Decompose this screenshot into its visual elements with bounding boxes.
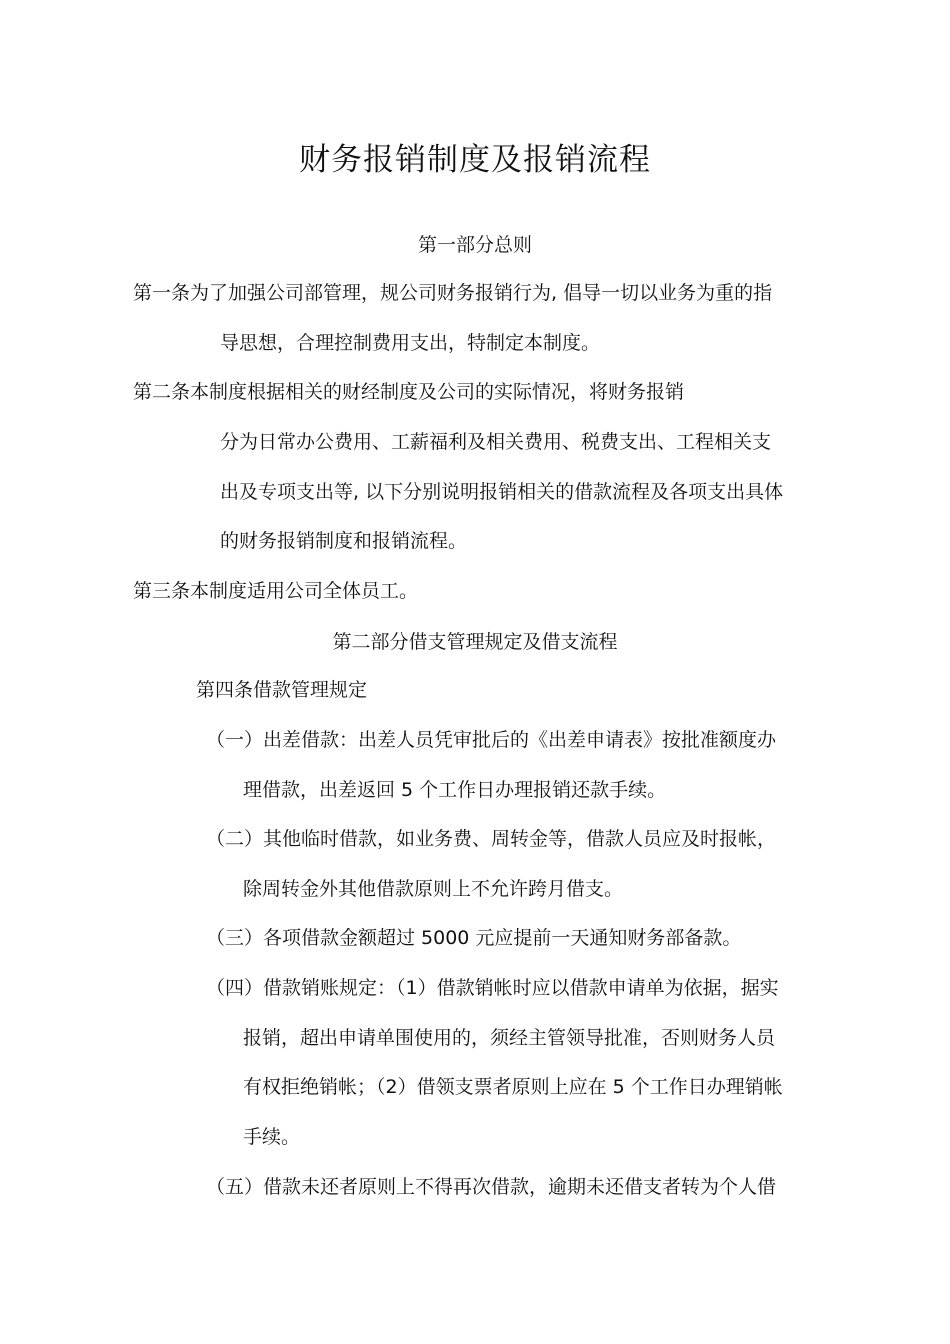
article-2-line-4: 的财务报销制度和报销流程。 <box>220 530 468 552</box>
item-4-line-2: 报销，超出申请单围使用的，须经主管领导批准，否则财务人员 <box>243 1027 776 1049</box>
article-1-line-1: 第一条为了加强公司部管理，规公司财务报销行为, 倡导一切以业务为重的指 <box>133 282 773 304</box>
article-2-line-3: 出及专项支出等, 以下分别说明报销相关的借款流程及各项支出具体 <box>220 481 784 503</box>
section-heading-borrowing: 第二部分借支管理规定及借支流程 <box>332 631 618 653</box>
item-2-line-1: （二）其他临时借款，如业务费、周转金等，借款人员应及时报帐， <box>206 828 777 850</box>
item-4-line-1: （四）借款销账规定：（1）借款销帐时应以借款申请单为依据，据实 <box>206 977 779 999</box>
item-4-line-4: 手续。 <box>243 1126 301 1148</box>
document-title: 财务报销制度及报销流程 <box>299 142 651 178</box>
section-heading-general: 第一部分总则 <box>417 234 532 256</box>
article-3-line-1: 第三条本制度适用公司全体员工。 <box>133 580 419 602</box>
item-4-line-3: 有权拒绝销帐；（2）借领支票者原则上应在 5 个工作日办理销帐 <box>243 1076 783 1098</box>
item-1-line-2: 理借款，出差返回 5 个工作日办理报销还款手续。 <box>243 779 667 801</box>
article-1-line-2: 导思想，合理控制费用支出，特制定本制度。 <box>220 332 601 354</box>
article-2-line-1: 第二条本制度根据相关的财经制度及公司的实际情况，将财务报销 <box>133 381 685 403</box>
item-5-line-1: （五）借款未还者原则上不得再次借款，逾期未还借支者转为个人借 <box>206 1176 777 1198</box>
item-2-line-2: 除周转金外其他借款原则上不允许跨月借支。 <box>243 878 624 900</box>
item-3-line-1: （三）各项借款金额超过 5000 元应提前一天通知财务部备款。 <box>206 927 742 949</box>
article-4-title: 第四条借款管理规定 <box>196 679 368 701</box>
article-2-line-2: 分为日常办公费用、工薪福利及相关费用、税费支出、工程相关支 <box>220 431 772 453</box>
item-1-line-1: （一）出差借款：出差人员凭审批后的《出差申请表》按批准额度办 <box>206 729 777 751</box>
